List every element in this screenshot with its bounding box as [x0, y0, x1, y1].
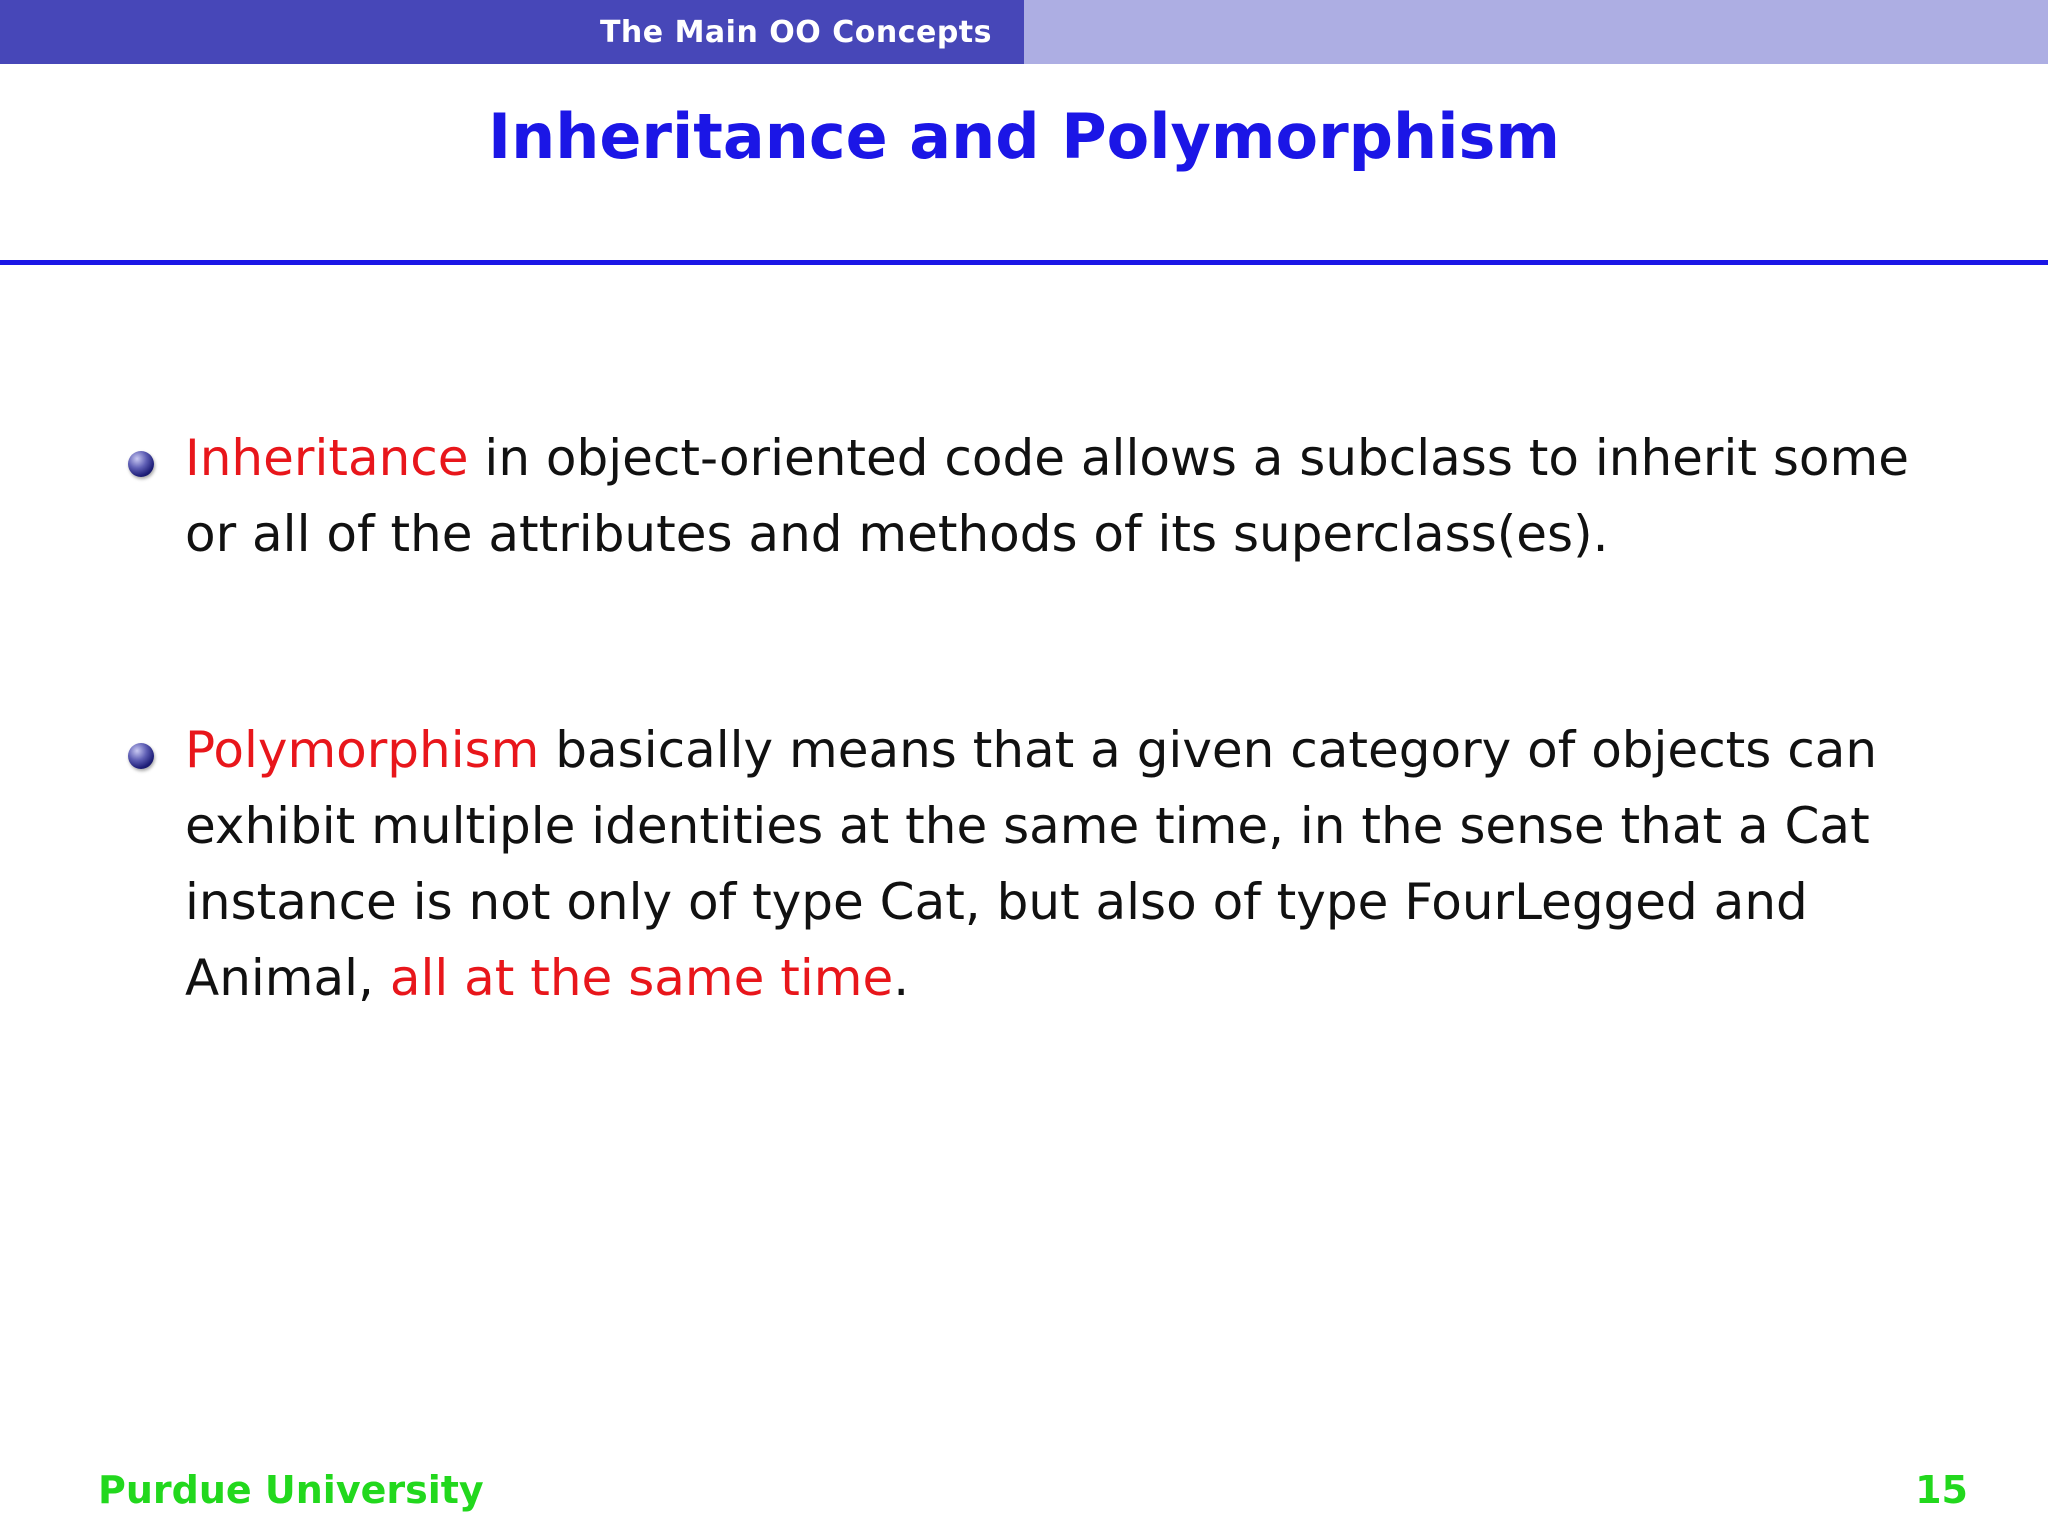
bullet-text: basically means that a given category of objects can exhibit multiple identities at the same time, in the sense that a Cat instance is not only of type Cat, but also of type FourLegged and Animal, — [185, 721, 1878, 1007]
bullet-term: Inheritance — [185, 429, 469, 487]
bullet-term: Polymorphism — [185, 721, 540, 779]
bullet-end: . — [893, 949, 910, 1007]
bullet-polymorphism — [128, 712, 1968, 1016]
page-number: 15 — [1915, 1468, 1968, 1512]
header-right-panel — [1024, 0, 2048, 64]
bullet-inheritance — [128, 420, 1968, 572]
header-bar — [0, 0, 2048, 64]
footer-institution: Purdue University — [98, 1468, 484, 1512]
header-left-panel — [0, 0, 1024, 64]
title-divider — [0, 260, 2048, 265]
section-title: The Main OO Concepts — [599, 14, 992, 50]
bullet-list — [128, 420, 1968, 1016]
bullet-dot-icon — [128, 743, 154, 769]
bullet-dot-icon — [128, 451, 154, 477]
slide-title: Inheritance and Polymorphism — [488, 100, 1560, 173]
bullet-text: in object-oriented code allows a subclass to inherit some or all of the attributes and methods of its superclass(es). — [185, 429, 1909, 563]
bullet-emphasis: all at the same time — [389, 949, 894, 1007]
